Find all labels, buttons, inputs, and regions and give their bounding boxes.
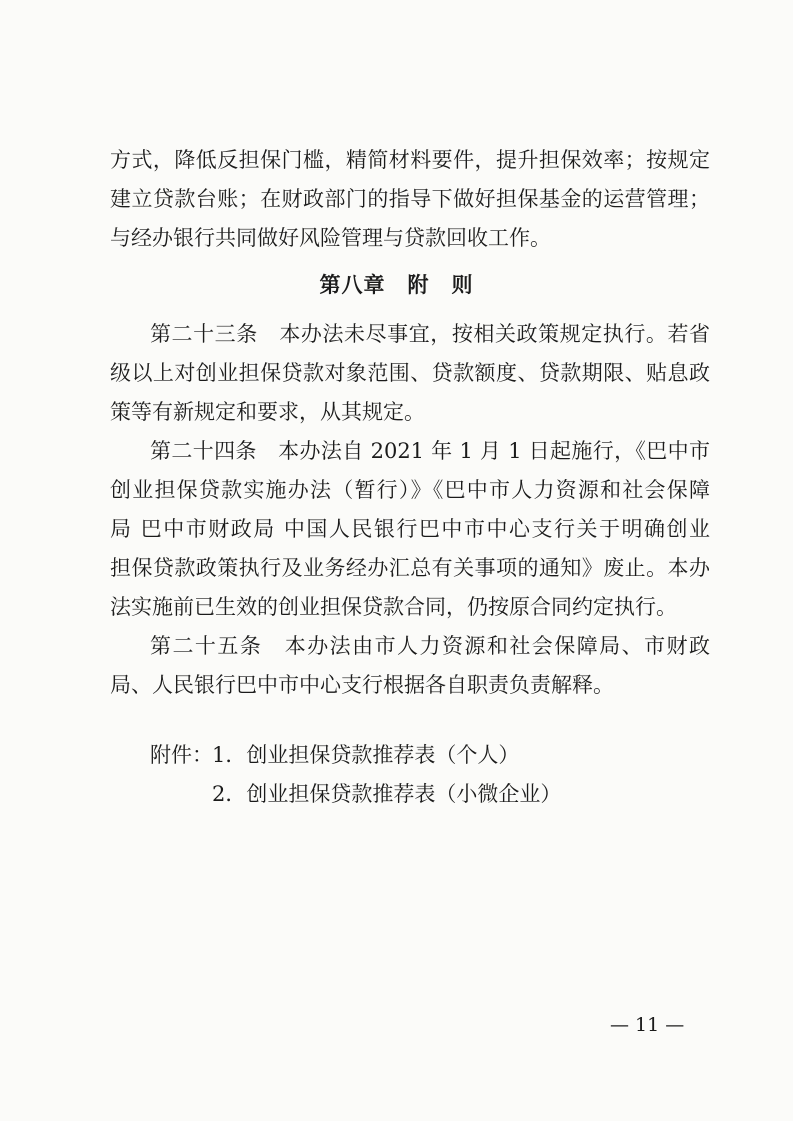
attachments-label: 附件： — [150, 743, 213, 767]
article-24-line: 法实施前已生效的创业担保贷款合同，仍按原合同约定执行。 — [110, 595, 677, 619]
body-text-line: 方式，降低反担保门槛，精简材料要件，提升担保效率；按规定 — [110, 148, 710, 172]
article-24-line: 创业担保贷款实施办法（暂行）》《巴中市人力资源和社会保障 — [110, 478, 710, 502]
chapter-heading: 第八章 附 则 — [319, 273, 474, 297]
attachment-item: 2．创业担保贷款推荐表（小微企业） — [212, 782, 562, 806]
body-text-line: 建立贷款台账；在财政部门的指导下做好担保基金的运营管理； — [110, 187, 710, 211]
article-24-line: 局 巴中市财政局 中国人民银行巴中市中心支行关于明确创业 — [110, 517, 710, 541]
article-25-line: 局、人民银行巴中市中心支行根据各自职责负责解释。 — [110, 673, 614, 697]
article-23-line: 策等有新规定和要求，从其规定。 — [110, 400, 425, 424]
body-text-line: 与经办银行共同做好风险管理与贷款回收工作。 — [110, 226, 551, 250]
article-24-line: 第二十四条 本办法自 2021 年 1 月 1 日起施行，《巴中市 — [150, 439, 710, 463]
article-24-line: 担保贷款政策执行及业务经办汇总有关事项的通知》废止。本办 — [110, 556, 710, 580]
attachment-item: 1．创业担保贷款推荐表（个人） — [212, 743, 520, 767]
page-number: — 11 — — [610, 1014, 685, 1036]
article-23-line: 级以上对创业担保贷款对象范围、贷款额度、贷款期限、贴息政 — [110, 361, 710, 385]
article-23-line: 第二十三条 本办法未尽事宜，按相关政策规定执行。若省 — [150, 322, 710, 346]
article-25-line: 第二十五条 本办法由市人力资源和社会保障局、市财政 — [150, 634, 710, 658]
